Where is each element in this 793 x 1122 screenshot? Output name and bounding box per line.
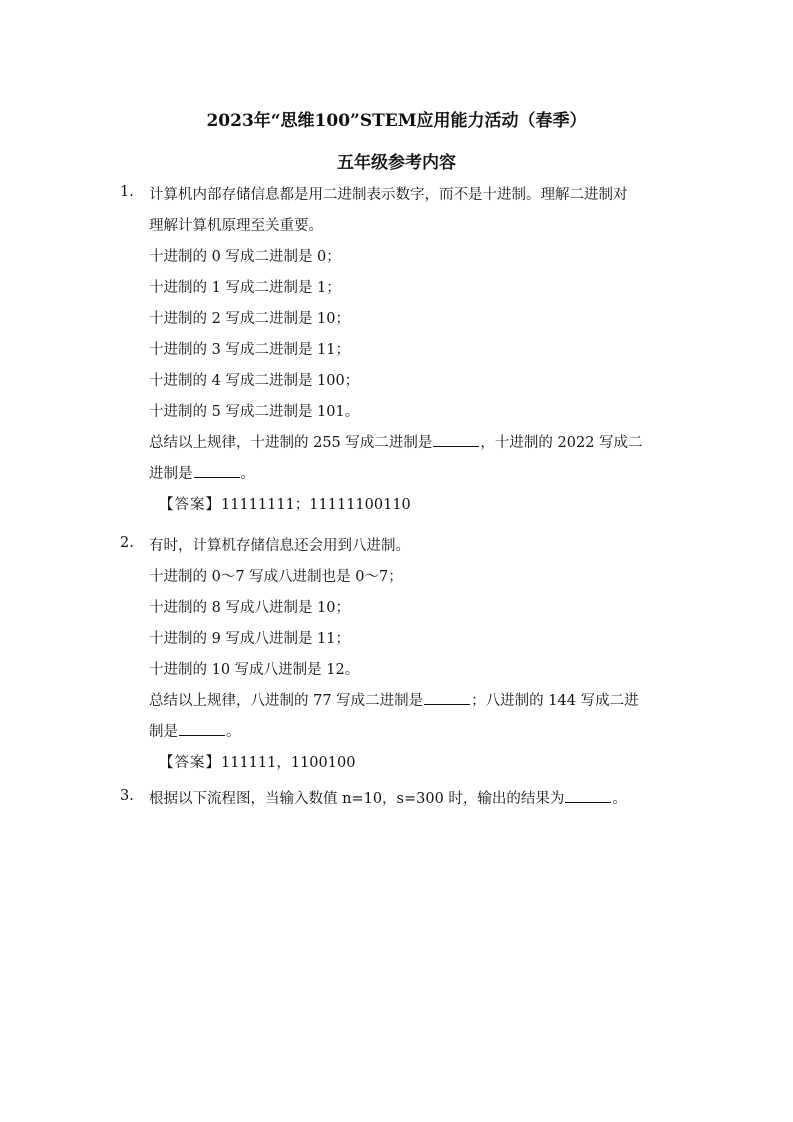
question-prompt-line — [149, 788, 680, 819]
prompt-text: 根据以下流程图，当输入数值 n=10，s=300 时，输出的结果为 — [149, 791, 565, 807]
question-text-line: 十进制的 0～7 写成八进制也是 0～7； — [149, 569, 403, 585]
prompt-text: 。 — [240, 466, 255, 482]
question-text-line: 十进制的 0 写成二进制是 0； — [149, 249, 341, 265]
prompt-text: 制是 — [149, 724, 178, 740]
prompt-text: ，十进制的 2022 写成二 — [480, 435, 643, 451]
page-title: 2023年“思维100”STEM应用能力活动（春季） — [206, 111, 587, 131]
question-prompt-line — [149, 463, 680, 494]
question-prompt-line — [149, 432, 680, 463]
answer-tag: 【答案】 — [159, 755, 221, 771]
question-text-line: 有时，计算机存储信息还会用到八进制。 — [149, 538, 410, 554]
answer-text: 11111111；11111100110 — [221, 497, 411, 513]
question-text-line: 十进制的 10 写成八进制是 12。 — [149, 662, 360, 678]
answer-tag: 【答案】 — [159, 497, 221, 513]
question-text-line: 十进制的 9 写成八进制是 11； — [149, 631, 351, 647]
page-subtitle: 五年级参考内容 — [337, 153, 456, 173]
question-2 — [120, 535, 680, 783]
question-text-line: 十进制的 1 写成二进制是 1； — [149, 280, 341, 296]
question-text-line: 理解计算机原理至关重要。 — [149, 218, 323, 234]
prompt-text: 总结以上规律，八进制的 77 写成二进制是 — [149, 693, 424, 709]
question-text-line: 十进制的 4 写成二进制是 100； — [149, 373, 360, 389]
answer-blank — [565, 788, 611, 803]
question-1 — [120, 184, 680, 525]
answer-blank — [433, 432, 479, 447]
question-number: 1. — [120, 184, 134, 200]
answer-line — [149, 494, 680, 525]
answer-blank — [424, 690, 470, 705]
question-prompt-line — [149, 721, 680, 752]
prompt-text: ；八进制的 144 写成二进 — [471, 693, 639, 709]
prompt-text: 进制是 — [149, 466, 193, 482]
question-3 — [120, 788, 680, 819]
question-text-line: 计算机内部存储信息都是用二进制表示数字，而不是十进制。理解二进制对 — [149, 187, 628, 203]
answer-blank — [194, 463, 240, 478]
question-number: 2. — [120, 535, 134, 551]
answer-text: 111111，1100100 — [221, 755, 356, 771]
prompt-text: 总结以上规律，十进制的 255 写成二进制是 — [149, 435, 433, 451]
question-number: 3. — [120, 788, 134, 804]
prompt-text: 。 — [226, 724, 241, 740]
question-prompt-line — [149, 690, 680, 721]
question-text-line: 十进制的 5 写成二进制是 101。 — [149, 404, 360, 420]
answer-line — [149, 752, 680, 783]
prompt-text: 。 — [612, 791, 627, 807]
answer-blank — [179, 721, 225, 736]
question-text-line: 十进制的 3 写成二进制是 11； — [149, 342, 351, 358]
question-text-line: 十进制的 2 写成二进制是 10； — [149, 311, 351, 327]
question-text-line: 十进制的 8 写成八进制是 10； — [149, 600, 351, 616]
